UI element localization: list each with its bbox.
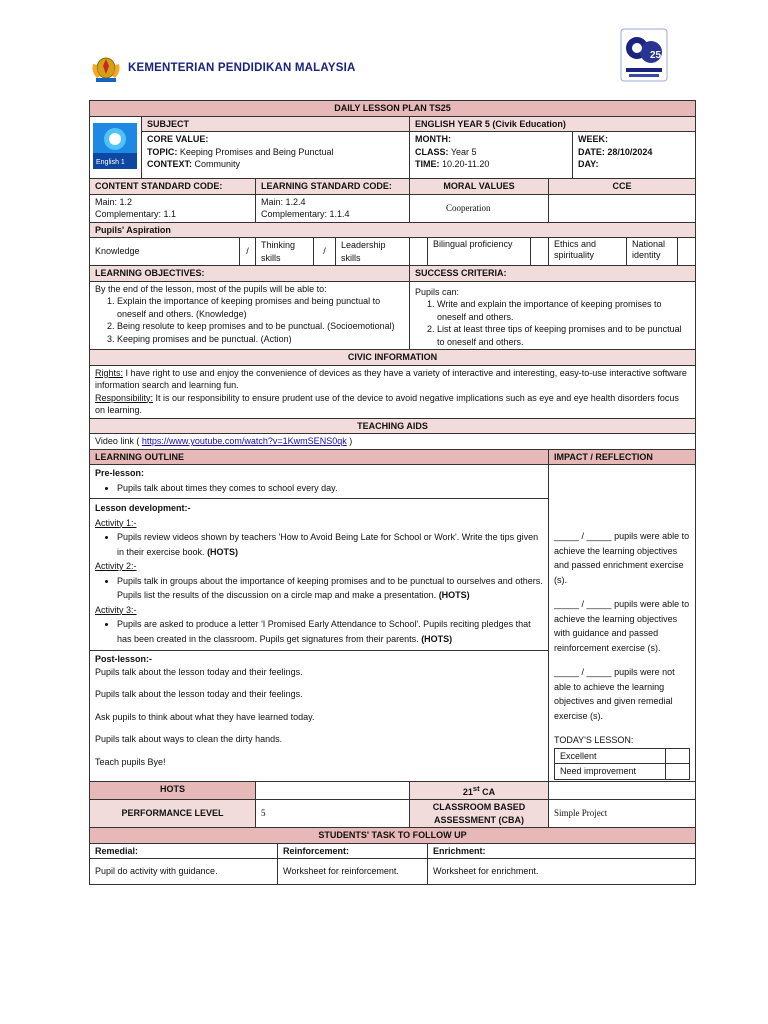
teaching-aids-label: TEACHING AIDS: [90, 418, 696, 434]
objectives-content: [90, 281, 410, 350]
enrichment-label: Enrichment:: [428, 843, 696, 859]
need-improvement-label: Need improvement: [555, 764, 666, 780]
ts25-badge: 25: [650, 50, 662, 61]
success-content: [410, 281, 696, 350]
activity-1-text: Pupils review videos shown by teachers 'How to Avoid Being Late for School or Work'. Write the tips given in their exercise book.: [117, 532, 539, 557]
malaysia-crest-icon: [90, 54, 122, 84]
english-book-icon: [93, 123, 137, 169]
objective-item: 2. Being resolute to keep promises and to be punctual. (Socioemotional): [117, 320, 404, 333]
objectives-list: [95, 295, 404, 345]
objectives-label: LEARNING OBJECTIVES:: [90, 266, 410, 282]
post-lesson-line: Pupils talk about ways to clean the dirty hands.: [95, 734, 283, 744]
book-cover: [90, 116, 142, 179]
rights-label: Rights:: [95, 367, 124, 378]
hots-tag: (HOTS): [421, 633, 453, 644]
post-lesson-line: Ask pupils to think about what they have learned today.: [95, 711, 315, 722]
pre-lesson-section: [90, 465, 548, 499]
moral-values-label: MORAL VALUES: [410, 179, 549, 195]
performance-level-value: 5: [256, 800, 410, 828]
core-value-label: CORE VALUE:: [147, 134, 209, 144]
remedial-text: Pupil do activity with guidance.: [90, 859, 278, 885]
ts25-logo-icon: [620, 28, 668, 82]
class-cell: [410, 132, 573, 179]
impact-reflection-label: IMPACT / REFLECTION: [549, 449, 696, 465]
aspiration-knowledge: Knowledge: [90, 238, 240, 266]
activity-3-label: Activity 3:-: [95, 604, 137, 615]
lesson-plan-table: [89, 100, 696, 885]
lesson-development-section: [90, 499, 548, 651]
aspiration-ethics: Ethics and spirituality: [549, 238, 627, 266]
excellent-label: Excellent: [555, 748, 666, 764]
context-value: Community: [194, 159, 241, 169]
enrichment-text: Worksheet for enrichment.: [428, 859, 696, 885]
learning-standard-value: [256, 194, 410, 222]
remedial-label: Remedial:: [90, 843, 278, 859]
context-label: CONTEXT:: [147, 159, 192, 169]
activity-1-label: Activity 1:-: [95, 517, 137, 528]
learning-outline-content: [90, 465, 549, 782]
reflection-remedial: _____ / _____ pupils were not able to achieve the learning objectives and given remedial exercise (s).: [554, 667, 675, 721]
content-main: Main: 1.2: [95, 196, 133, 207]
video-suffix: ): [346, 436, 353, 446]
pre-lesson-label: Pre-lesson:: [95, 468, 145, 478]
success-item: 1. Write and explain the importance of keeping promises to oneself and others.: [437, 298, 690, 323]
time-label: TIME:: [415, 159, 440, 169]
todays-lesson-label: TODAY'S LESSON:: [554, 735, 634, 745]
learning-main: Main: 1.2.4: [261, 196, 306, 207]
cce-value: [549, 194, 696, 222]
cba-value: Simple Project: [549, 800, 696, 828]
aspiration-leadership-mark: [410, 238, 428, 266]
class-label: CLASS:: [415, 146, 449, 157]
topic-cell: [142, 132, 410, 179]
hots-tag: (HOTS): [207, 546, 239, 557]
post-lesson-section: [90, 651, 548, 772]
success-item: 2. List at least three tips of keeping promises and to be punctual to oneself and others.: [437, 323, 690, 348]
date-value: 28/10/2024: [607, 146, 653, 157]
time-value: 10.20-11.20: [442, 159, 490, 169]
reflection-enrichment: _____ / _____ pupils were able to achieve the learning objectives and passed enrichment exercise (s).: [554, 531, 690, 585]
hots-value: [256, 781, 410, 800]
teaching-aids-content: [90, 434, 696, 450]
moral-value: Cooperation: [410, 194, 549, 222]
students-task-label: STUDENTS' TASK TO FOLLOW UP: [90, 828, 696, 844]
activity-3-item: [117, 617, 543, 646]
objectives-intro: By the end of the lesson, most of the pupils will be able to:: [95, 283, 327, 294]
cce-label: CCE: [549, 179, 696, 195]
aspiration-leadership: Leadership skills: [336, 238, 410, 266]
month-label: MONTH:: [415, 134, 451, 144]
reflection-reinforcement: _____ / _____ pupils were able to achieve the learning objectives with guidance and passed reinforcement exercise (s).: [554, 599, 690, 653]
aspiration-bilingual: Bilingual proficiency: [428, 238, 531, 266]
aspiration-label: Pupils' Aspiration: [90, 222, 696, 238]
performance-level-label: PERFORMANCE LEVEL: [90, 800, 256, 828]
day-label: DAY:: [578, 159, 599, 169]
objective-item: 3. Keeping promises and be punctual. (Action): [117, 333, 404, 346]
aspiration-bilingual-mark: [531, 238, 549, 266]
date-cell: [573, 132, 696, 179]
activity-3-text: Pupils are asked to produce a letter 'I Promised Early Attendance to School'. Pupils reciting pledges that has been created in the classroom. Pupils get signatures from their parents.: [117, 619, 531, 644]
civic-content: [90, 365, 696, 418]
aspiration-national: National identity: [627, 238, 678, 266]
activity-1-item: [117, 530, 543, 559]
ministry-name: KEMENTERIAN PENDIDIKAN MALAYSIA: [128, 62, 356, 74]
todays-lesson-table: [554, 748, 690, 780]
video-link[interactable]: https://www.youtube.com/watch?v=1KwmSENS0qk: [141, 436, 347, 446]
ca-value: [549, 781, 696, 800]
hots-tag: (HOTS): [438, 590, 470, 600]
topic-label: TOPIC:: [147, 146, 178, 157]
video-prefix: Video link (: [95, 436, 142, 446]
topic-value: Keeping Promises and Being Punctual: [179, 146, 334, 157]
activity-2-item: [117, 574, 543, 603]
book-logo-text: English 1: [96, 158, 125, 166]
objective-item: 1. Explain the importance of keeping promises and being punctual to oneself and others. (Knowledge): [117, 295, 404, 320]
civic-label: CIVIC INFORMATION: [90, 350, 696, 366]
learning-standard-label: LEARNING STANDARD CODE:: [256, 179, 410, 195]
plan-title: DAILY LESSON PLAN TS25: [90, 101, 696, 117]
date-label: DATE:: [578, 146, 605, 157]
subject-value: ENGLISH YEAR 5 (Civik Education): [410, 116, 696, 132]
reflection-blank: _____ / _____: [554, 599, 612, 609]
reinforcement-label: Reinforcement:: [278, 843, 428, 859]
hots-label: HOTS: [90, 781, 256, 800]
post-lesson-line: Pupils talk about the lesson today and their feelings.: [95, 666, 303, 677]
success-intro: Pupils can:: [415, 286, 460, 297]
learning-outline-label: LEARNING OUTLINE: [90, 449, 549, 465]
reinforcement-text: Worksheet for reinforcement.: [278, 859, 428, 885]
content-complementary: Complementary: 1.1: [95, 209, 177, 219]
pre-lesson-item: • Pupils talk about times they comes to school every day.: [117, 482, 543, 495]
rights-text: I have right to use and enjoy the convenience of devices as they have a variety of interactive and interesting, easy-to-use interactive software information search and learning fun.: [95, 367, 687, 390]
excellent-checkbox[interactable]: [665, 748, 689, 764]
content-standard-label: CONTENT STANDARD CODE:: [90, 179, 256, 195]
responsibility-label: Responsibility:: [95, 392, 154, 403]
document-header: [90, 52, 680, 88]
ca-label: 21st CA: [410, 781, 549, 800]
post-lesson-label: Post-lesson:-: [95, 654, 153, 664]
need-improvement-checkbox[interactable]: [665, 764, 689, 780]
aspiration-national-mark: [678, 238, 696, 266]
impact-reflection-content: [549, 465, 696, 782]
reflection-blank: _____ / _____: [554, 667, 612, 677]
activity-2-label: Activity 2:-: [95, 561, 137, 571]
success-label: SUCCESS CRITERIA:: [410, 266, 696, 282]
post-lesson-line: Teach pupils Bye!: [95, 756, 166, 767]
aspiration-knowledge-mark: /: [240, 238, 256, 266]
cba-label: CLASSROOM BASED ASSESSMENT (CBA): [410, 800, 549, 828]
responsibility-text: It is our responsibility to ensure prudent use of the device to avoid negative implications such as eye and eye health disorders focus on learning.: [95, 392, 679, 415]
subject-label: SUBJECT: [142, 116, 410, 132]
class-value: Year 5: [450, 146, 477, 157]
learning-complementary: Complementary: 1.1.4: [261, 209, 350, 219]
lesson-development-label: Lesson development:-: [95, 503, 191, 513]
aspiration-thinking-mark: /: [314, 238, 336, 266]
reflection-blank: _____ / _____: [554, 531, 612, 541]
content-standard-value: [90, 194, 256, 222]
activity-2-text: Pupils talk in groups about the importance of keeping promises and to be punctual to ourselves and others. Pupils list the results of the discussion on a circle map and make a presentation.: [117, 575, 543, 600]
week-label: WEEK:: [578, 134, 608, 144]
success-list: [415, 298, 690, 348]
aspiration-thinking: Thinking skills: [256, 238, 314, 266]
post-lesson-line: Pupils talk about the lesson today and their feelings.: [95, 689, 303, 699]
